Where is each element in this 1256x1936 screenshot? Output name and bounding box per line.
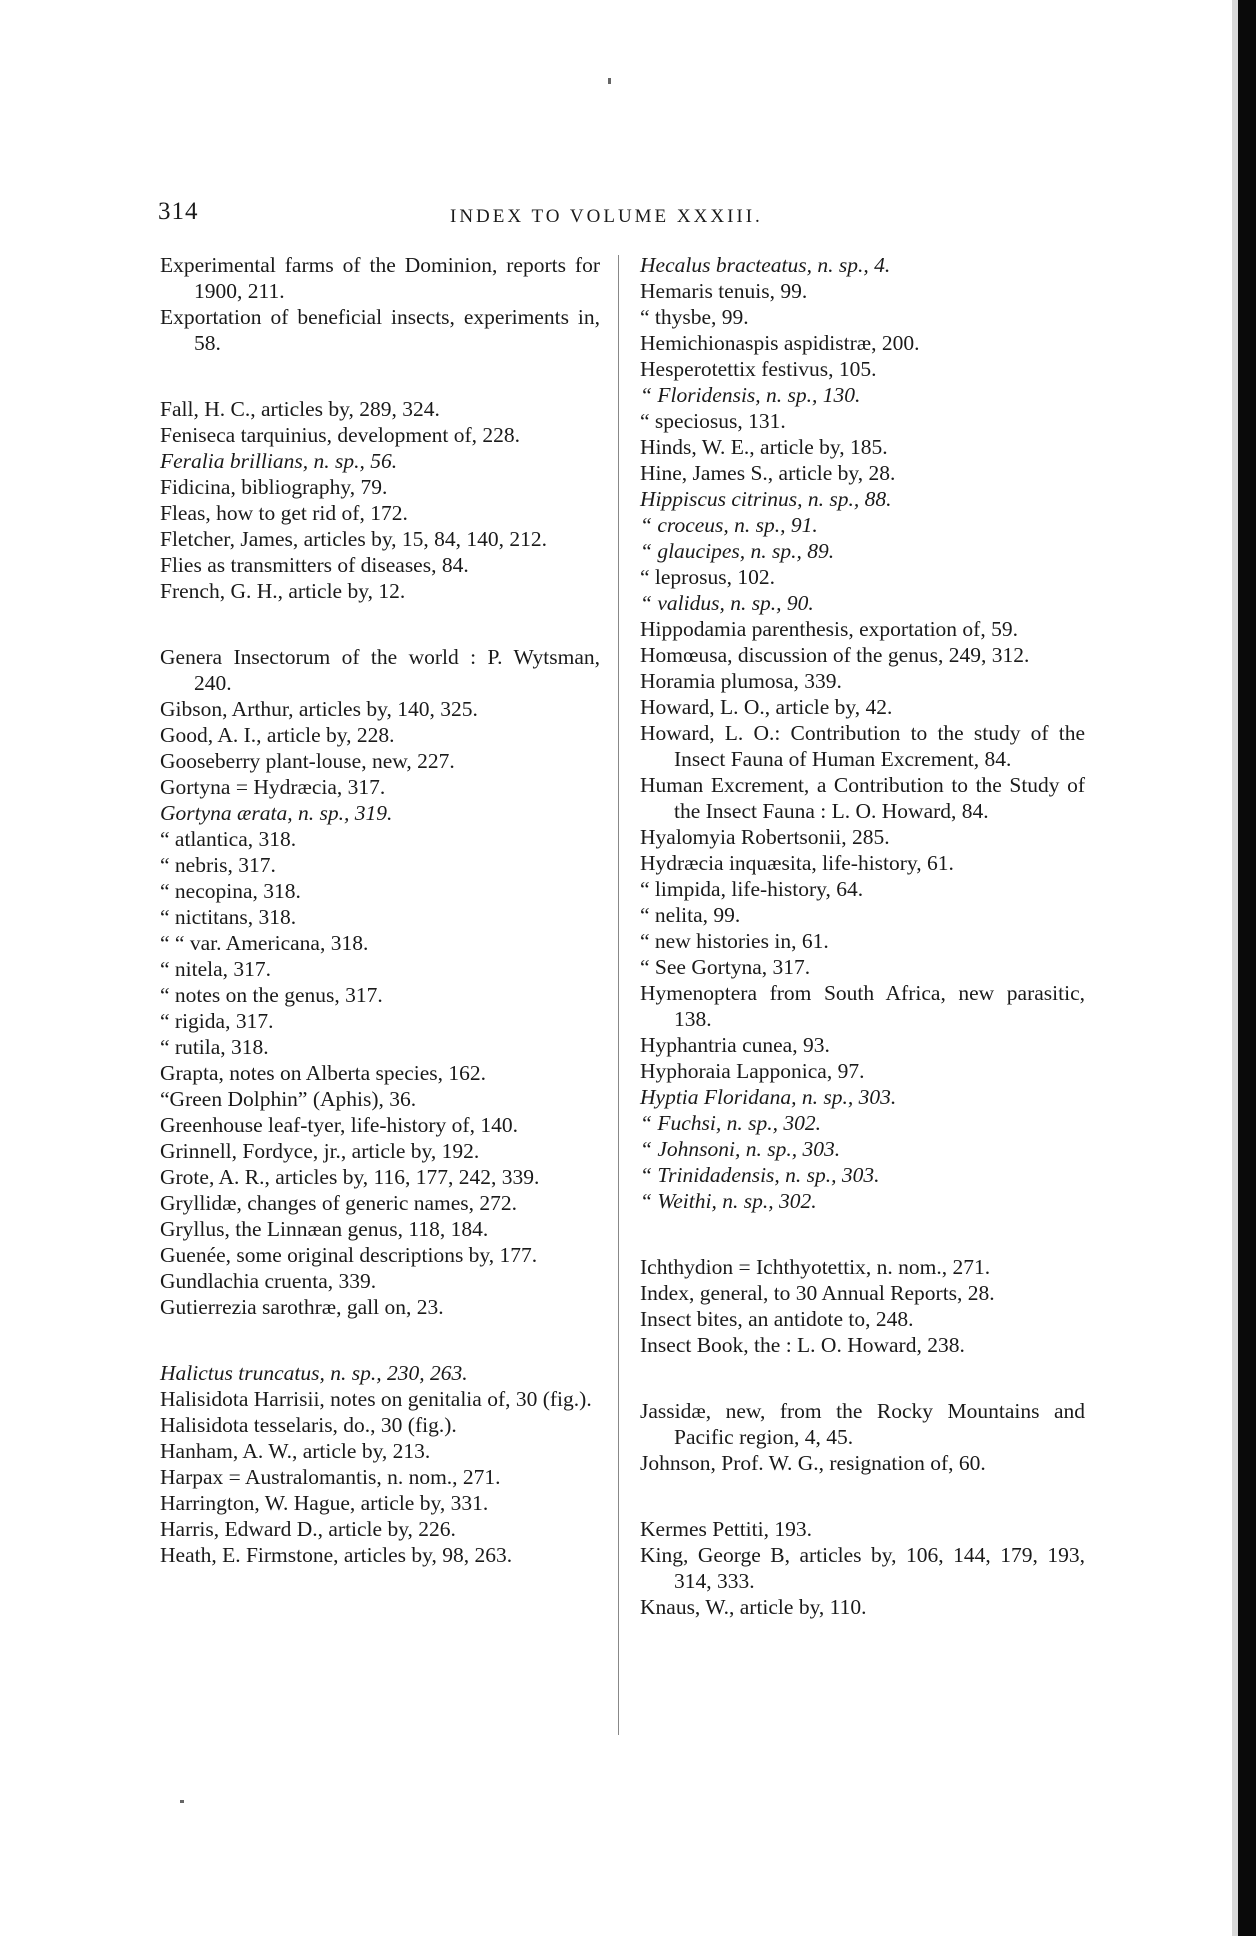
index-subentry: “ croceus, n. sp., 91. bbox=[640, 513, 818, 537]
index-entry: Halisidota Harrisii, notes on genitalia of, 30 (fig.). bbox=[160, 1387, 592, 1411]
index-entry: Hymenoptera from South Africa, new parasitic, 138. bbox=[640, 981, 1085, 1031]
index-entry: Gibson, Arthur, articles by, 140, 325. bbox=[160, 697, 478, 721]
index-subentry: “ leprosus, 102. bbox=[640, 565, 775, 589]
index-entry: Harris, Edward D., article by, 226. bbox=[160, 1517, 456, 1541]
index-entry: Hippodamia parenthesis, exportation of, 59. bbox=[640, 617, 1018, 641]
scan-speck bbox=[180, 1800, 184, 1803]
index-entry: Grinnell, Fordyce, jr., article by, 192. bbox=[160, 1139, 480, 1163]
index-entry: Gryllidæ, changes of generic names, 272. bbox=[160, 1191, 518, 1215]
index-subentry: “ validus, n. sp., 90. bbox=[640, 591, 814, 615]
index-subentry: “ nictitans, 318. bbox=[160, 905, 297, 929]
index-entry: Insect Book, the : L. O. Howard, 238. bbox=[640, 1333, 965, 1357]
index-entry: Fleas, how to get rid of, 172. bbox=[160, 501, 408, 525]
index-entry: Good, A. I., article by, 228. bbox=[160, 723, 395, 747]
index-entry: Kermes Pettiti, 193. bbox=[640, 1517, 812, 1541]
index-entry: Howard, L. O., article by, 42. bbox=[640, 695, 893, 719]
index-entry: Feralia brillians, n. sp., 56. bbox=[160, 449, 398, 473]
index-entry: Halisidota tesselaris, do., 30 (fig.). bbox=[160, 1413, 457, 1437]
index-entry: Hesperotettix festivus, 105. bbox=[640, 357, 877, 381]
index-entry: Howard, L. O.: Contribution to the study of the Insect Fauna of Human Excrement, 84. bbox=[640, 721, 1085, 771]
index-entry: Jassidæ, new, from the Rocky Mountains and Pacific region, 4, 45. bbox=[640, 1399, 1085, 1449]
index-subentry: “ Johnsoni, n. sp., 303. bbox=[640, 1137, 841, 1161]
index-entry: Hine, James S., article by, 28. bbox=[640, 461, 896, 485]
index-entry: King, George B, articles by, 106, 144, 179, 193, 314, 333. bbox=[640, 1543, 1085, 1593]
index-entry: Gundlachia cruenta, 339. bbox=[160, 1269, 377, 1293]
index-subentry: “ Trinidadensis, n. sp., 303. bbox=[640, 1163, 880, 1187]
index-entry: Hecalus bracteatus, n. sp., 4. bbox=[640, 253, 891, 277]
index-entry: Human Excrement, a Contribution to the Study of the Insect Fauna : L. O. Howard, 84. bbox=[640, 773, 1085, 823]
index-entry: Fidicina, bibliography, 79. bbox=[160, 475, 388, 499]
index-subentry: “ nelita, 99. bbox=[640, 903, 741, 927]
index-entry: Flies as transmitters of diseases, 84. bbox=[160, 553, 469, 577]
index-entry: Johnson, Prof. W. G., resignation of, 60. bbox=[640, 1451, 986, 1475]
index-entry: Gooseberry plant-louse, new, 227. bbox=[160, 749, 455, 773]
index-entry: Ichthydion = Ichthyotettix, n. nom., 271. bbox=[640, 1255, 991, 1279]
index-subentry: “ nitela, 317. bbox=[160, 957, 272, 981]
index-entry: Halictus truncatus, n. sp., 230, 263. bbox=[160, 1361, 468, 1385]
index-entry: Hippiscus citrinus, n. sp., 88. bbox=[640, 487, 892, 511]
index-entry: “Green Dolphin” (Aphis), 36. bbox=[160, 1087, 417, 1111]
index-subentry: “ necopina, 318. bbox=[160, 879, 301, 903]
index-subentry: “ limpida, life-history, 64. bbox=[640, 877, 864, 901]
index-entry: Insect bites, an antidote to, 248. bbox=[640, 1307, 914, 1331]
index-entry: Gryllus, the Linnæan genus, 118, 184. bbox=[160, 1217, 489, 1241]
running-head: INDEX TO VOLUME XXXIII. bbox=[450, 206, 763, 227]
index-subentry: “ new histories in, 61. bbox=[640, 929, 829, 953]
index-subentry: “ See Gortyna, 317. bbox=[640, 955, 811, 979]
index-subentry: “ Floridensis, n. sp., 130. bbox=[640, 383, 861, 407]
column-divider bbox=[618, 255, 619, 1735]
index-entry: Gortyna = Hydræcia, 317. bbox=[160, 775, 386, 799]
index-entry: Exportation of beneficial insects, experiments in, 58. bbox=[160, 305, 600, 355]
index-entry: Hyalomyia Robertsonii, 285. bbox=[640, 825, 890, 849]
index-subentry: “ glaucipes, n. sp., 89. bbox=[640, 539, 835, 563]
index-entry: Hyphantria cunea, 93. bbox=[640, 1033, 830, 1057]
index-entry: Grote, A. R., articles by, 116, 177, 242, 339. bbox=[160, 1165, 540, 1189]
index-subentry: “ Weithi, n. sp., 302. bbox=[640, 1189, 817, 1213]
index-entry: Guenée, some original descriptions by, 177. bbox=[160, 1243, 538, 1267]
index-entry: Homœusa, discussion of the genus, 249, 312. bbox=[640, 643, 1030, 667]
index-subentry: “ nebris, 317. bbox=[160, 853, 276, 877]
index-entry: Fall, H. C., articles by, 289, 324. bbox=[160, 397, 440, 421]
index-entry: Grapta, notes on Alberta species, 162. bbox=[160, 1061, 486, 1085]
index-entry: Feniseca tarquinius, development of, 228. bbox=[160, 423, 521, 447]
index-entry: Experimental farms of the Dominion, reports for 1900, 211. bbox=[160, 253, 600, 303]
index-entry: French, G. H., article by, 12. bbox=[160, 579, 406, 603]
index-entry: Fletcher, James, articles by, 15, 84, 140, 212. bbox=[160, 527, 548, 551]
index-entry: Hinds, W. E., article by, 185. bbox=[640, 435, 888, 459]
index-entry: Hydræcia inquæsita, life-history, 61. bbox=[640, 851, 954, 875]
index-entry: Harrington, W. Hague, article by, 331. bbox=[160, 1491, 489, 1515]
right-column bbox=[640, 252, 1085, 1620]
index-entry: Gutierrezia sarothræ, gall on, 23. bbox=[160, 1295, 444, 1319]
index-entry: Greenhouse leaf-tyer, life-history of, 140. bbox=[160, 1113, 518, 1137]
page-edge bbox=[1238, 0, 1256, 1936]
index-subentry: “ thysbe, 99. bbox=[640, 305, 749, 329]
index-subentry: “ speciosus, 131. bbox=[640, 409, 786, 433]
index-entry: Genera Insectorum of the world : P. Wytsman, 240. bbox=[160, 645, 600, 695]
index-subentry: “ rutila, 318. bbox=[160, 1035, 269, 1059]
index-subentry: “ “ var. Americana, 318. bbox=[160, 931, 369, 955]
index-entry: Index, general, to 30 Annual Reports, 28. bbox=[640, 1281, 995, 1305]
left-column bbox=[160, 252, 600, 1568]
index-entry: Harpax = Australomantis, n. nom., 271. bbox=[160, 1465, 501, 1489]
index-entry: Knaus, W., article by, 110. bbox=[640, 1595, 867, 1619]
page-number: 314 bbox=[158, 198, 199, 225]
index-entry: Hemichionaspis aspidistræ, 200. bbox=[640, 331, 920, 355]
index-subentry: “ atlantica, 318. bbox=[160, 827, 297, 851]
scan-speck bbox=[608, 78, 611, 84]
index-entry: Gortyna ærata, n. sp., 319. bbox=[160, 801, 393, 825]
index-subentry: “ rigida, 317. bbox=[160, 1009, 274, 1033]
index-entry: Heath, E. Firmstone, articles by, 98, 263. bbox=[160, 1543, 513, 1567]
index-subentry: “ notes on the genus, 317. bbox=[160, 983, 383, 1007]
index-entry: Hyptia Floridana, n. sp., 303. bbox=[640, 1085, 897, 1109]
index-entry: Horamia plumosa, 339. bbox=[640, 669, 842, 693]
index-entry: Hemaris tenuis, 99. bbox=[640, 279, 808, 303]
index-entry: Hyphoraia Lapponica, 97. bbox=[640, 1059, 865, 1083]
index-subentry: “ Fuchsi, n. sp., 302. bbox=[640, 1111, 821, 1135]
index-entry: Hanham, A. W., article by, 213. bbox=[160, 1439, 431, 1463]
